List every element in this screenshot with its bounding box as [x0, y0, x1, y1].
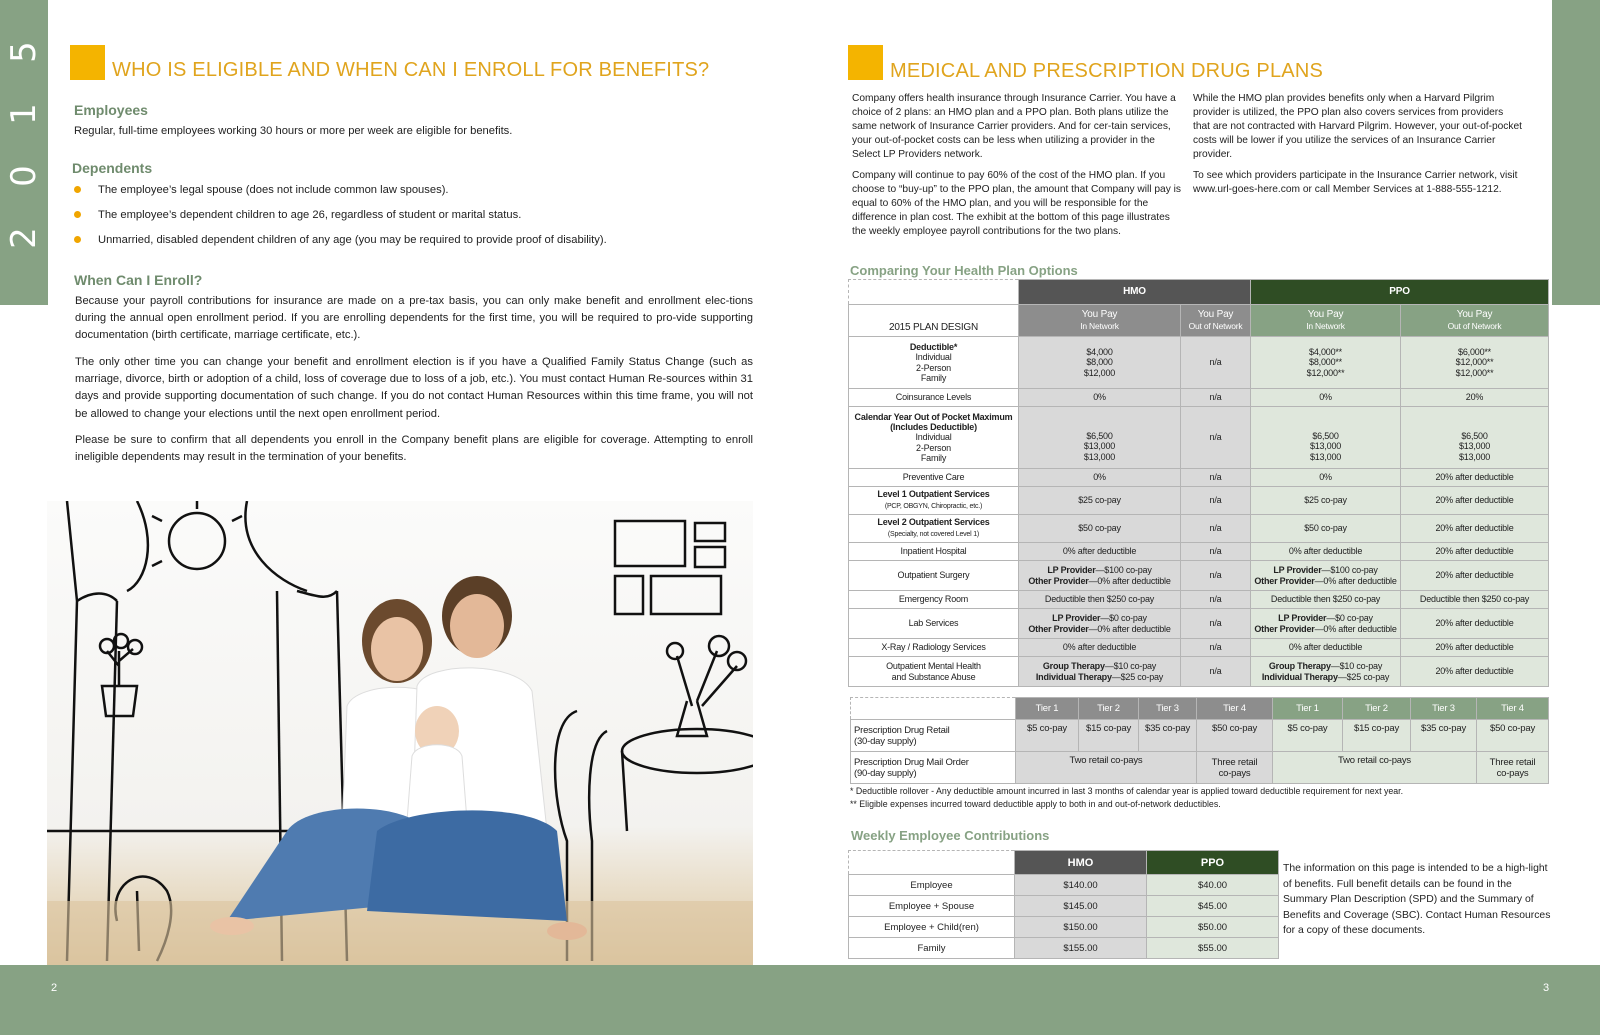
- other-provider-label: Other Provider: [1028, 623, 1089, 634]
- other-provider-label: Other Provider: [1028, 575, 1089, 586]
- cell: Three retail co-pays: [1197, 752, 1273, 784]
- cell: [1251, 657, 1401, 687]
- footnotes: [850, 785, 1403, 810]
- prescription-table: [850, 697, 1549, 784]
- row-label: [849, 337, 1019, 389]
- cell: n/a: [1181, 469, 1251, 487]
- cell: $50 co-pay: [1197, 720, 1273, 752]
- you-pay-label: You Pay: [1081, 309, 1118, 321]
- row-label: Employee + Spouse: [849, 896, 1015, 917]
- row-label: Employee + Child(ren): [849, 917, 1015, 938]
- enroll-paragraph: Please be sure to confirm that all dependents you enroll in the Company benefit plans are eligible for coverage. Attempting to enroll ineligible dependents may result in the termination of your benefits.: [75, 434, 753, 464]
- table-row: [851, 720, 1549, 752]
- table-row: [849, 561, 1549, 591]
- cell: 20% after deductible: [1401, 609, 1549, 639]
- in-network-label: In Network: [1306, 320, 1345, 331]
- tier-header: Tier 3: [1411, 698, 1477, 720]
- tier-header: Tier 4: [1477, 698, 1549, 720]
- tier-labels: Individual 2-Person Family: [915, 352, 952, 383]
- table-row: [849, 591, 1549, 609]
- other-provider-label: Other Provider: [1254, 575, 1315, 586]
- cell: Deductible then $250 co-pay: [1401, 591, 1549, 609]
- cell: $45.00: [1147, 896, 1279, 917]
- table-row: [849, 917, 1279, 938]
- out-network-label: Out of Network: [1188, 320, 1243, 331]
- other-provider-value: —0% after deductible: [1314, 623, 1397, 634]
- year-digit: 2: [4, 227, 44, 249]
- list-item-text: Unmarried, disabled dependent children of any age (you may be required to provide proof of disability).: [98, 234, 607, 246]
- lp-provider-value: —$0 co-pay: [1100, 613, 1147, 624]
- family-photo: [47, 501, 753, 965]
- row-label: [849, 515, 1019, 543]
- row-label: Outpatient Mental Health and Substance Abuse: [849, 657, 1019, 687]
- group-therapy-label: Group Therapy: [1042, 661, 1105, 672]
- title-accent-square: [848, 45, 883, 80]
- year-vertical: [0, 22, 48, 272]
- row-label: Outpatient Surgery: [849, 561, 1019, 591]
- health-plan-table: [848, 279, 1549, 687]
- level2-sublabel: (Specialty, not covered Level 1): [887, 530, 980, 538]
- cell: 20% after deductible: [1401, 543, 1549, 561]
- lp-provider-label: LP Provider: [1047, 565, 1096, 576]
- cell: 20% after deductible: [1401, 469, 1549, 487]
- table-row: [849, 337, 1549, 389]
- lp-provider-value: —$0 co-pay: [1326, 613, 1373, 624]
- row-label: [849, 487, 1019, 515]
- table-row: [849, 487, 1549, 515]
- you-pay-label: You Pay: [1307, 309, 1344, 321]
- cell: 0% after deductible: [1251, 639, 1401, 657]
- cell: [1251, 609, 1401, 639]
- cell: n/a: [1181, 337, 1251, 389]
- cell: $15 co-pay: [1079, 720, 1139, 752]
- cell: $35 co-pay: [1139, 720, 1197, 752]
- cell: 20% after deductible: [1401, 487, 1549, 515]
- table-row: [849, 639, 1549, 657]
- employees-heading: Employees: [74, 102, 148, 118]
- cell: $55.00: [1147, 938, 1279, 959]
- hmo-out-network-header: [1181, 305, 1251, 337]
- right-page-title: MEDICAL AND PRESCRIPTION DRUG PLANS: [890, 60, 1324, 82]
- list-item: [74, 207, 754, 232]
- footnote: ** Eligible expenses incurred toward deductible apply to both in and out-of-network deductibles.: [850, 798, 1221, 809]
- cell: $50.00: [1147, 917, 1279, 938]
- list-item-text: The employee’s dependent children to age 26, regardless of student or marital status.: [98, 209, 522, 221]
- level1-sublabel: (PCP, OBGYN, Chiropractic, etc.): [884, 502, 983, 510]
- cell: [1251, 561, 1401, 591]
- hmo-header: HMO: [1019, 280, 1251, 305]
- year-digit: 1: [4, 103, 44, 125]
- you-pay-label: You Pay: [1197, 309, 1234, 321]
- family-illustration: [47, 501, 753, 965]
- cell: $145.00: [1015, 896, 1147, 917]
- cell: Deductible then $250 co-pay: [1019, 591, 1181, 609]
- cell: $35 co-pay: [1411, 720, 1477, 752]
- individual-therapy-value: —$25 co-pay: [1111, 671, 1164, 682]
- cell: n/a: [1181, 639, 1251, 657]
- weekly-heading: Weekly Employee Contributions: [851, 828, 1050, 843]
- ppo-header: PPO: [1147, 851, 1279, 875]
- bullet-icon: [74, 236, 81, 243]
- cell: 0%: [1019, 389, 1181, 407]
- ppo-header: PPO: [1251, 280, 1549, 305]
- other-provider-label: Other Provider: [1254, 623, 1315, 634]
- group-therapy-value: —$10 co-pay: [1330, 661, 1383, 672]
- you-pay-label: You Pay: [1456, 309, 1493, 321]
- cell: $150.00: [1015, 917, 1147, 938]
- intro-paragraph: Company will continue to pay 60% of the cost of the HMO plan. If you choose to “buy-up” to the PPO plan, the amount that Company will pay is equal to 60% of the HMO plan, and you will be responsible for the difference in plan cost. The exhibit at the bottom of this page illustrates the weekly employee payroll contributions for the two plans.: [852, 170, 1182, 238]
- cell: 20% after deductible: [1401, 515, 1549, 543]
- hmo-header: HMO: [1015, 851, 1147, 875]
- lp-provider-value: —$100 co-pay: [1321, 565, 1378, 576]
- group-therapy-label: Group Therapy: [1268, 661, 1331, 672]
- row-label: Prescription Drug Retail (30-day supply): [851, 720, 1016, 752]
- intro-paragraph: To see which providers participate in the Insurance Carrier network, visit www.url-goes-here.com or call Member Services at 1-888-555-1212.: [1193, 170, 1518, 196]
- row-label: Inpatient Hospital: [849, 543, 1019, 561]
- cell: n/a: [1181, 543, 1251, 561]
- cell: 0% after deductible: [1251, 543, 1401, 561]
- year-digit: 0: [4, 165, 44, 187]
- cell: [1019, 561, 1181, 591]
- level1-label: Level 1 Outpatient Services: [877, 489, 990, 500]
- tier-header: Tier 4: [1197, 698, 1273, 720]
- cell: 20% after deductible: [1401, 657, 1549, 687]
- table-row: [849, 657, 1549, 687]
- row-label: [849, 407, 1019, 469]
- in-network-label: In Network: [1080, 320, 1119, 331]
- level2-label: Level 2 Outpatient Services: [877, 517, 990, 528]
- individual-therapy-label: Individual Therapy: [1261, 671, 1338, 682]
- tier-header: Tier 1: [1273, 698, 1343, 720]
- cell: $40.00: [1147, 875, 1279, 896]
- left-side-band: [0, 0, 48, 305]
- compare-heading: Comparing Your Health Plan Options: [850, 263, 1078, 278]
- cell: $6,000** $12,000** $12,000**: [1401, 337, 1549, 389]
- other-provider-value: —0% after deductible: [1314, 575, 1397, 586]
- cell: $4,000** $8,000** $12,000**: [1251, 337, 1401, 389]
- cell: 0% after deductible: [1019, 639, 1181, 657]
- other-provider-value: —0% after deductible: [1088, 575, 1171, 586]
- other-provider-value: —0% after deductible: [1088, 623, 1171, 634]
- lp-provider-value: —$100 co-pay: [1095, 565, 1152, 576]
- tier-header: Tier 2: [1343, 698, 1411, 720]
- cell: n/a: [1181, 389, 1251, 407]
- lp-provider-label: LP Provider: [1052, 613, 1101, 624]
- intro-paragraph: Company offers health insurance through Insurance Carrier. You have a choice of 2 plans: an HMO plan and a PPO plan. Both plans utilize the same network of Insurance Carrier providers. And for cer-tain services, your out-of-pocket costs can be less when utilizing a provider in the Select LP Providers network.: [852, 93, 1176, 161]
- cell: $6,500 $13,000 $13,000: [1251, 407, 1401, 469]
- table-corner: [851, 698, 1016, 720]
- lp-provider-label: LP Provider: [1273, 565, 1322, 576]
- cell: $15 co-pay: [1343, 720, 1411, 752]
- enroll-paragraph: The only other time you can change your benefit and enrollment election is if you have a Qualified Family Status Change (such as marriage, divorce, birth or adoption of a child, loss of coverage due to loss of a job, etc.). You must contact Human Re-sources within 31 days and provide supporting documentation of such change. If you do not contact Human Resources within this time frame, you will not be allowed to change your elections until the next open enrollment period.: [75, 356, 753, 420]
- row-label: Prescription Drug Mail Order (90-day supply): [851, 752, 1016, 784]
- bullet-icon: [74, 186, 81, 193]
- cell: $5 co-pay: [1273, 720, 1343, 752]
- table-corner: [849, 851, 1015, 875]
- cell: $50 co-pay: [1251, 515, 1401, 543]
- cell: 20%: [1401, 389, 1549, 407]
- cell: $140.00: [1015, 875, 1147, 896]
- dependents-heading: Dependents: [72, 160, 153, 176]
- cell: $50 co-pay: [1477, 720, 1549, 752]
- tier-header: Tier 1: [1016, 698, 1079, 720]
- intro-paragraph: While the HMO plan provides benefits only when a Harvard Pilgrim provider is utilized, the PPO plan also covers services from providers that are not contracted with Harvard Pilgrim. However, your out-of-pocket costs will be lower if you utilize the services of an Insurance Carrier provider.: [1193, 93, 1522, 161]
- cell: 0% after deductible: [1019, 543, 1181, 561]
- list-item-text: The employee’s legal spouse (does not include common law spouses).: [98, 184, 449, 196]
- title-accent-square: [70, 45, 105, 80]
- page-number-left: 2: [51, 982, 58, 994]
- cell: n/a: [1181, 609, 1251, 639]
- left-page-title: WHO IS ELIGIBLE AND WHEN CAN I ENROLL FOR BENEFITS?: [112, 59, 710, 81]
- tier-labels: Individual 2-Person Family: [915, 432, 952, 463]
- year-digit: 5: [4, 41, 44, 63]
- employees-text: Regular, full-time employees working 30 hours or more per week are eligible for benefits.: [74, 125, 513, 137]
- cell: $6,500 $13,000 $13,000: [1401, 407, 1549, 469]
- cell: 20% after deductible: [1401, 561, 1549, 591]
- row-label: Family: [849, 938, 1015, 959]
- row-label: Employee: [849, 875, 1015, 896]
- cell: [1019, 657, 1181, 687]
- dependents-list: [74, 182, 754, 257]
- bullet-icon: [74, 211, 81, 218]
- enroll-paragraph: Because your payroll contributions for insurance are made on a pre-tax basis, you can only make benefit and enrollment elec-tions during the annual open enrollment period. If you are enrolling dependents for the first time, you will be required to pro-vide supporting documentation (birth certificate, marriage certificate, etc.).: [75, 295, 753, 342]
- table-row: [849, 896, 1279, 917]
- table-row: [851, 752, 1549, 784]
- page-number-right: 3: [1543, 982, 1550, 994]
- lp-provider-label: LP Provider: [1278, 613, 1327, 624]
- group-therapy-value: —$10 co-pay: [1104, 661, 1157, 672]
- cell: $25 co-pay: [1251, 487, 1401, 515]
- table-row: [849, 543, 1549, 561]
- cell: 0%: [1019, 469, 1181, 487]
- cell: Deductible then $250 co-pay: [1251, 591, 1401, 609]
- cell: $4,000 $8,000 $12,000: [1019, 337, 1181, 389]
- table-row: [849, 609, 1549, 639]
- footnote: * Deductible rollover - Any deductible amount incurred in last 3 months of calendar year is applied toward deductible requirement for next year.: [850, 786, 1404, 796]
- cell: Three retail co-pays: [1477, 752, 1549, 784]
- row-label: Lab Services: [849, 609, 1019, 639]
- weekly-contributions-table: [848, 850, 1279, 959]
- cell: n/a: [1181, 561, 1251, 591]
- cell: $155.00: [1015, 938, 1147, 959]
- cell: $50 co-pay: [1019, 515, 1181, 543]
- plan-design-label: 2015 PLAN DESIGN: [849, 305, 1019, 337]
- cell: n/a: [1181, 407, 1251, 469]
- table-row: [849, 407, 1549, 469]
- cell: Two retail co-pays: [1016, 752, 1197, 784]
- cell: 20% after deductible: [1401, 639, 1549, 657]
- row-label: Emergency Room: [849, 591, 1019, 609]
- cell: n/a: [1181, 487, 1251, 515]
- row-label: Preventive Care: [849, 469, 1019, 487]
- cell: n/a: [1181, 591, 1251, 609]
- table-row: [849, 389, 1549, 407]
- cell: $25 co-pay: [1019, 487, 1181, 515]
- oop-label: Calendar Year Out of Pocket Maximum (Includes Deductible): [854, 411, 1013, 433]
- cell: $5 co-pay: [1016, 720, 1079, 752]
- cell: 0%: [1251, 389, 1401, 407]
- hmo-in-network-header: [1019, 305, 1181, 337]
- list-item: [74, 182, 754, 207]
- out-network-label: Out of Network: [1447, 320, 1502, 331]
- enroll-heading: When Can I Enroll?: [74, 272, 203, 288]
- table-row: [849, 938, 1279, 959]
- disclaimer-text: The information on this page is intended to be a high-light of benefits. Full benefit details can be found in the Summary Plan Description (SPD) and the Summary of Benefits and Coverage (SBC). Contact Human Resources for a copy of these documents.: [1283, 863, 1551, 936]
- footer-band: [0, 965, 1600, 1035]
- cell: [1019, 609, 1181, 639]
- cell: 0%: [1251, 469, 1401, 487]
- table-corner: [849, 280, 1019, 305]
- row-label: X-Ray / Radiology Services: [849, 639, 1019, 657]
- ppo-in-network-header: [1251, 305, 1401, 337]
- tier-header: Tier 3: [1139, 698, 1197, 720]
- table-row: [849, 515, 1549, 543]
- deductible-label: Deductible*: [909, 341, 958, 352]
- individual-therapy-label: Individual Therapy: [1035, 671, 1112, 682]
- list-item: [74, 232, 754, 257]
- table-row: [849, 469, 1549, 487]
- table-row: [849, 875, 1279, 896]
- individual-therapy-value: —$25 co-pay: [1337, 671, 1390, 682]
- tier-header: Tier 2: [1079, 698, 1139, 720]
- row-label: Coinsurance Levels: [849, 389, 1019, 407]
- cell: n/a: [1181, 657, 1251, 687]
- cell: Two retail co-pays: [1273, 752, 1477, 784]
- cell: $6,500 $13,000 $13,000: [1019, 407, 1181, 469]
- ppo-out-network-header: [1401, 305, 1549, 337]
- cell: n/a: [1181, 515, 1251, 543]
- right-side-band: [1552, 0, 1600, 305]
